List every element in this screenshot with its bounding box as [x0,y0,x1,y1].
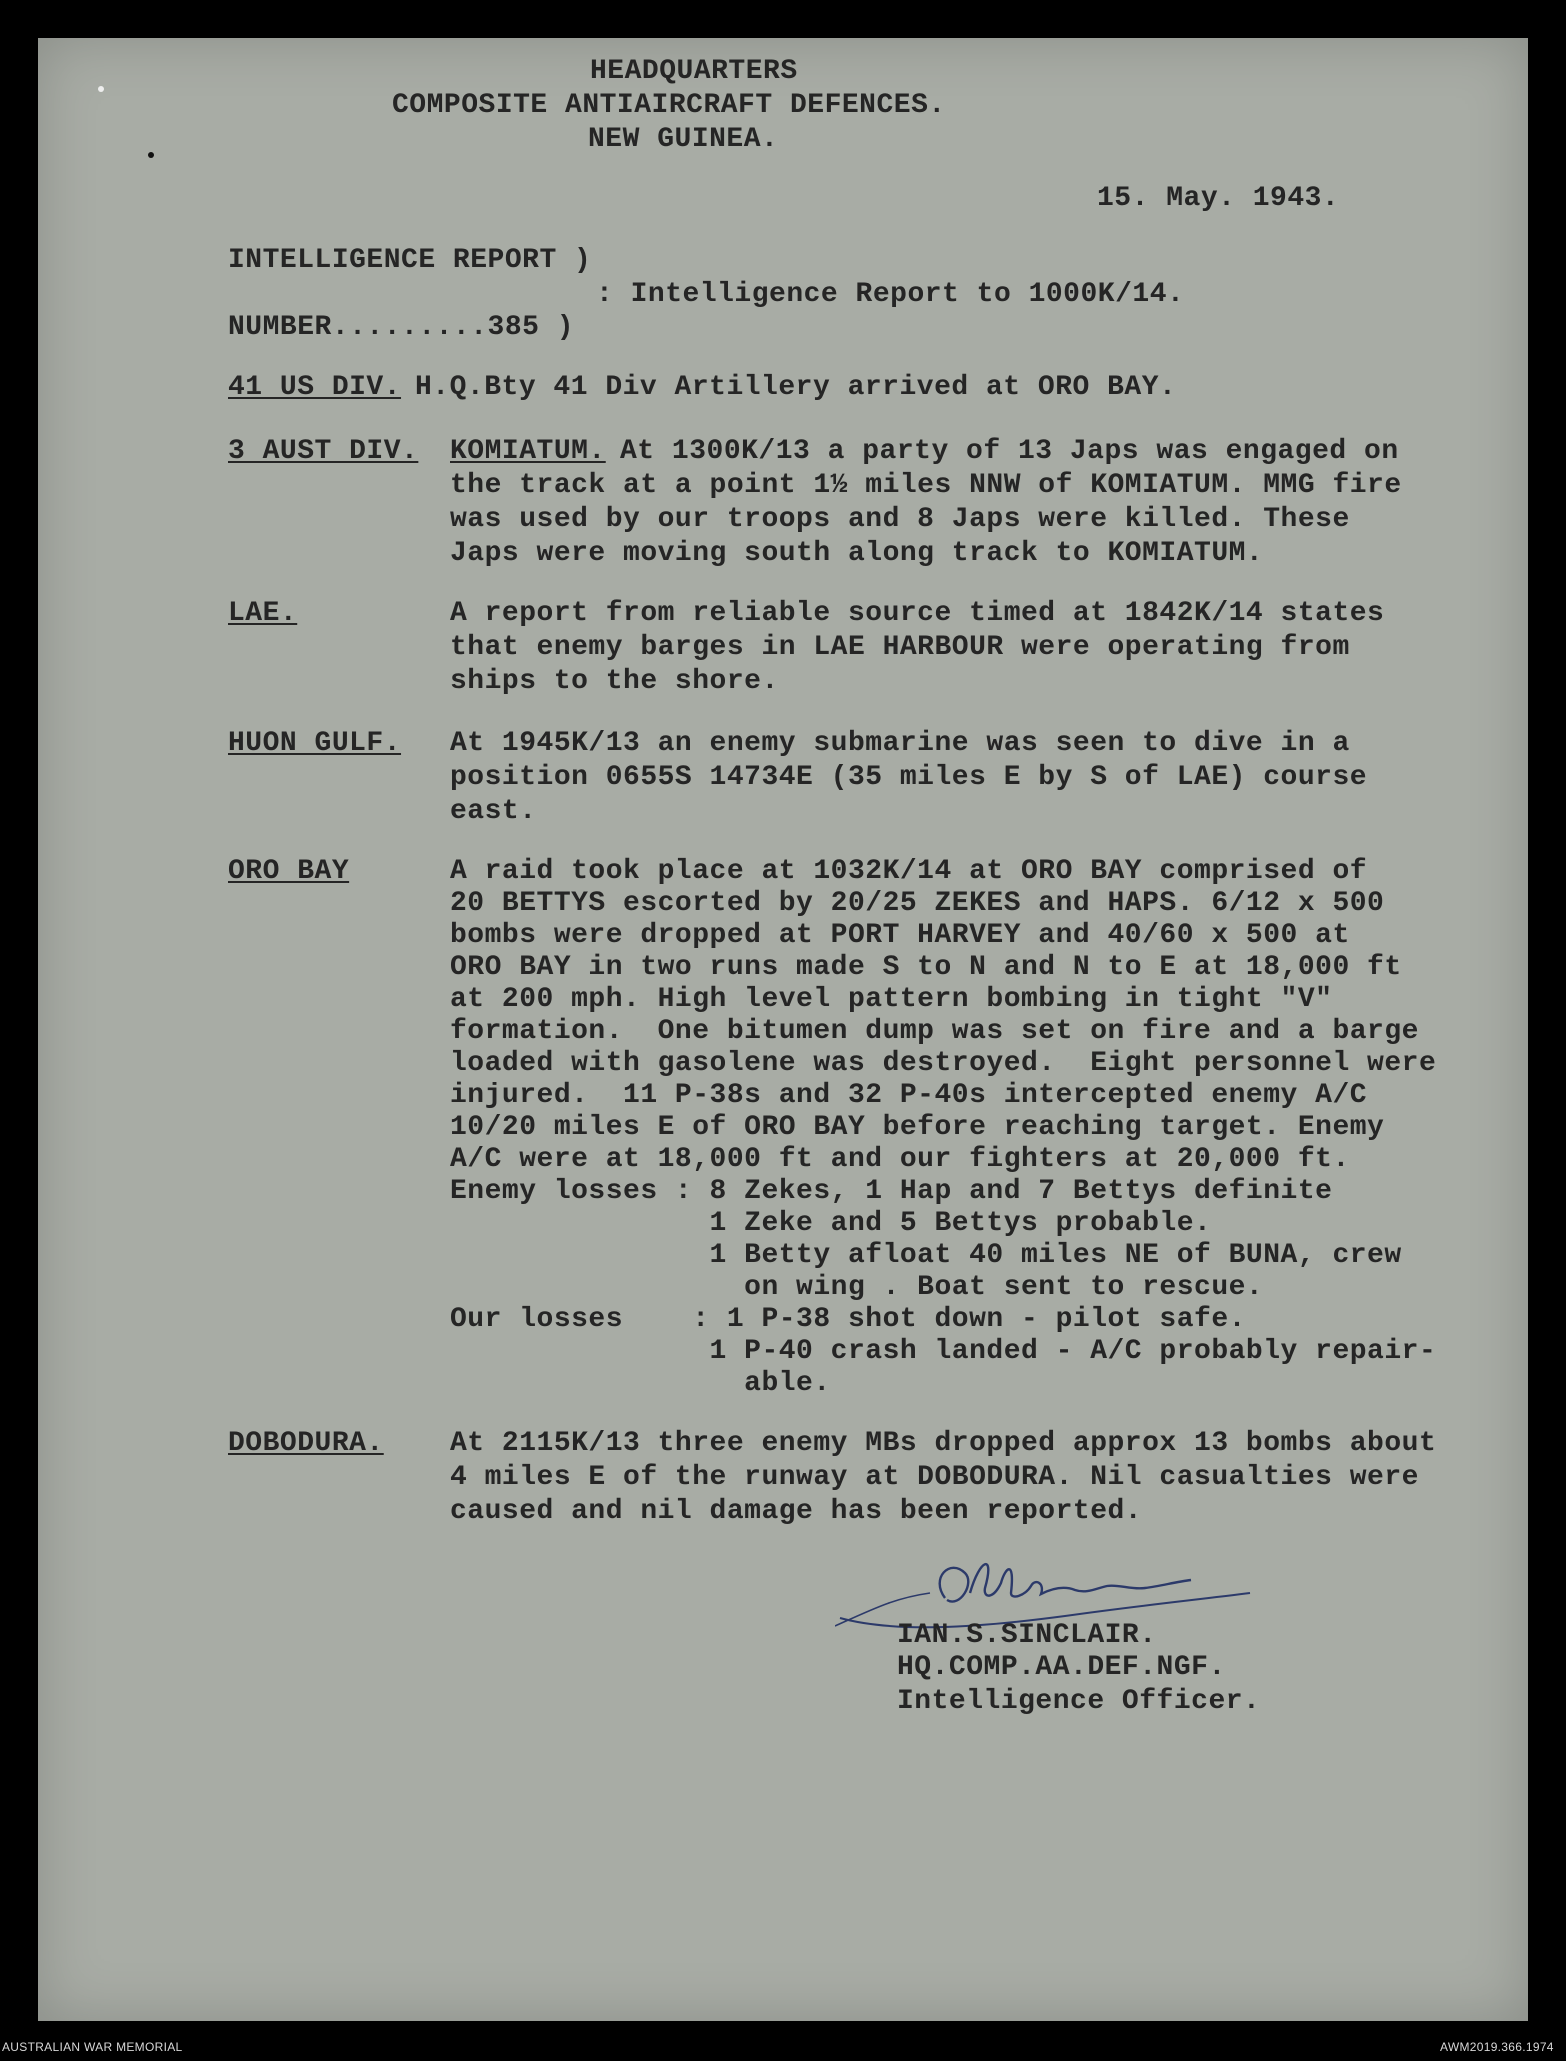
enemy-losses-line: 1 Zeke and 5 Bettys probable. [450,1208,1212,1239]
header-line-2: COMPOSITE ANTIAIRCRAFT DEFENCES. [392,90,946,121]
section-text: position 0655S 14734E (35 miles E by S of LAE) course [450,762,1368,793]
report-title: INTELLIGENCE REPORT ) [228,245,592,276]
section-text: 10/20 miles E of ORO BAY before reaching target. Enemy [450,1112,1385,1143]
footer-institution: AUSTRALIAN WAR MEMORIAL [2,2040,183,2054]
section-text: at 200 mph. High level pattern bombing in tight "V" [450,984,1333,1015]
our-losses-line: 1 P-40 crash landed - A/C probably repair- [450,1336,1437,1367]
section-place-komiatum: KOMIATUM. [450,436,606,467]
section-text: A/C were at 18,000 ft and our fighters at 20,000 ft. [450,1144,1350,1175]
section-text: A raid took place at 1032K/14 at ORO BAY comprised of [450,856,1368,887]
section-text: Japs were moving south along track to KOMIATUM. [450,538,1264,569]
section-text: that enemy barges in LAE HARBOUR were operating from [450,632,1350,663]
section-text: formation. One bitumen dump was set on fire and a barge [450,1016,1419,1047]
signatory-role: Intelligence Officer. [897,1686,1261,1717]
report-date: 15. May. 1943. [1097,183,1340,214]
section-label-lae: LAE. [228,598,298,629]
section-text: 4 miles E of the runway at DOBODURA. Nil casualties were [450,1462,1419,1493]
section-text: caused and nil damage has been reported. [450,1496,1143,1527]
section-label-3-aust-div: 3 AUST DIV. [228,436,419,467]
section-text: A report from reliable source timed at 1842K/14 states [450,598,1385,629]
section-label-huon-gulf: HUON GULF. [228,728,402,759]
report-number: NUMBER.........385 ) [228,312,575,343]
section-text: At 1300K/13 a party of 13 Japs was engaged on [620,436,1399,467]
enemy-losses-line: on wing . Boat sent to rescue. [450,1272,1264,1303]
punch-hole-mark [98,86,104,92]
section-text: east. [450,796,537,827]
section-text: 20 BETTYS escorted by 20/25 ZEKES and HAPS. 6/12 x 500 [450,888,1385,919]
section-text: loaded with gasolene was destroyed. Eight personnel were [450,1048,1437,1079]
section-text: the track at a point 1½ miles NNW of KOMIATUM. MMG fire [450,470,1402,501]
our-losses-line: Our losses : 1 P-38 shot down - pilot safe. [450,1304,1246,1335]
footer-accession-number: AWM2019.366.1974 [1440,2040,1554,2054]
enemy-losses-line: 1 Betty afloat 40 miles NE of BUNA, crew [450,1240,1402,1271]
header-line-1: HEADQUARTERS [590,56,798,87]
section-text: ships to the shore. [450,666,779,697]
our-losses-line: able. [450,1368,831,1399]
section-label-dobodura: DOBODURA. [228,1428,384,1459]
enemy-losses-line: Enemy losses : 8 Zekes, 1 Hap and 7 Bettys definite [450,1176,1333,1207]
section-text: was used by our troops and 8 Japs were killed. These [450,504,1350,535]
section-text: ORO BAY in two runs made S to N and N to E at 18,000 ft [450,952,1402,983]
section-text: H.Q.Bty 41 Div Artillery arrived at ORO BAY. [415,372,1177,403]
section-text: bombs were dropped at PORT HARVEY and 40/60 x 500 at [450,920,1350,951]
signatory-name: IAN.S.SINCLAIR. [897,1620,1157,1651]
punch-hole-mark [148,152,154,158]
section-label-oro-bay: ORO BAY [228,856,350,887]
signatory-unit: HQ.COMP.AA.DEF.NGF. [897,1652,1226,1683]
section-label-41-us-div: 41 US DIV. [228,372,402,403]
section-text: At 1945K/13 an enemy submarine was seen to dive in a [450,728,1350,759]
section-text: injured. 11 P-38s and 32 P-40s intercepted enemy A/C [450,1080,1368,1111]
header-line-3: NEW GUINEA. [588,124,779,155]
section-text: At 2115K/13 three enemy MBs dropped approx 13 bombs about [450,1428,1437,1459]
report-reference: : Intelligence Report to 1000K/14. [596,279,1185,310]
